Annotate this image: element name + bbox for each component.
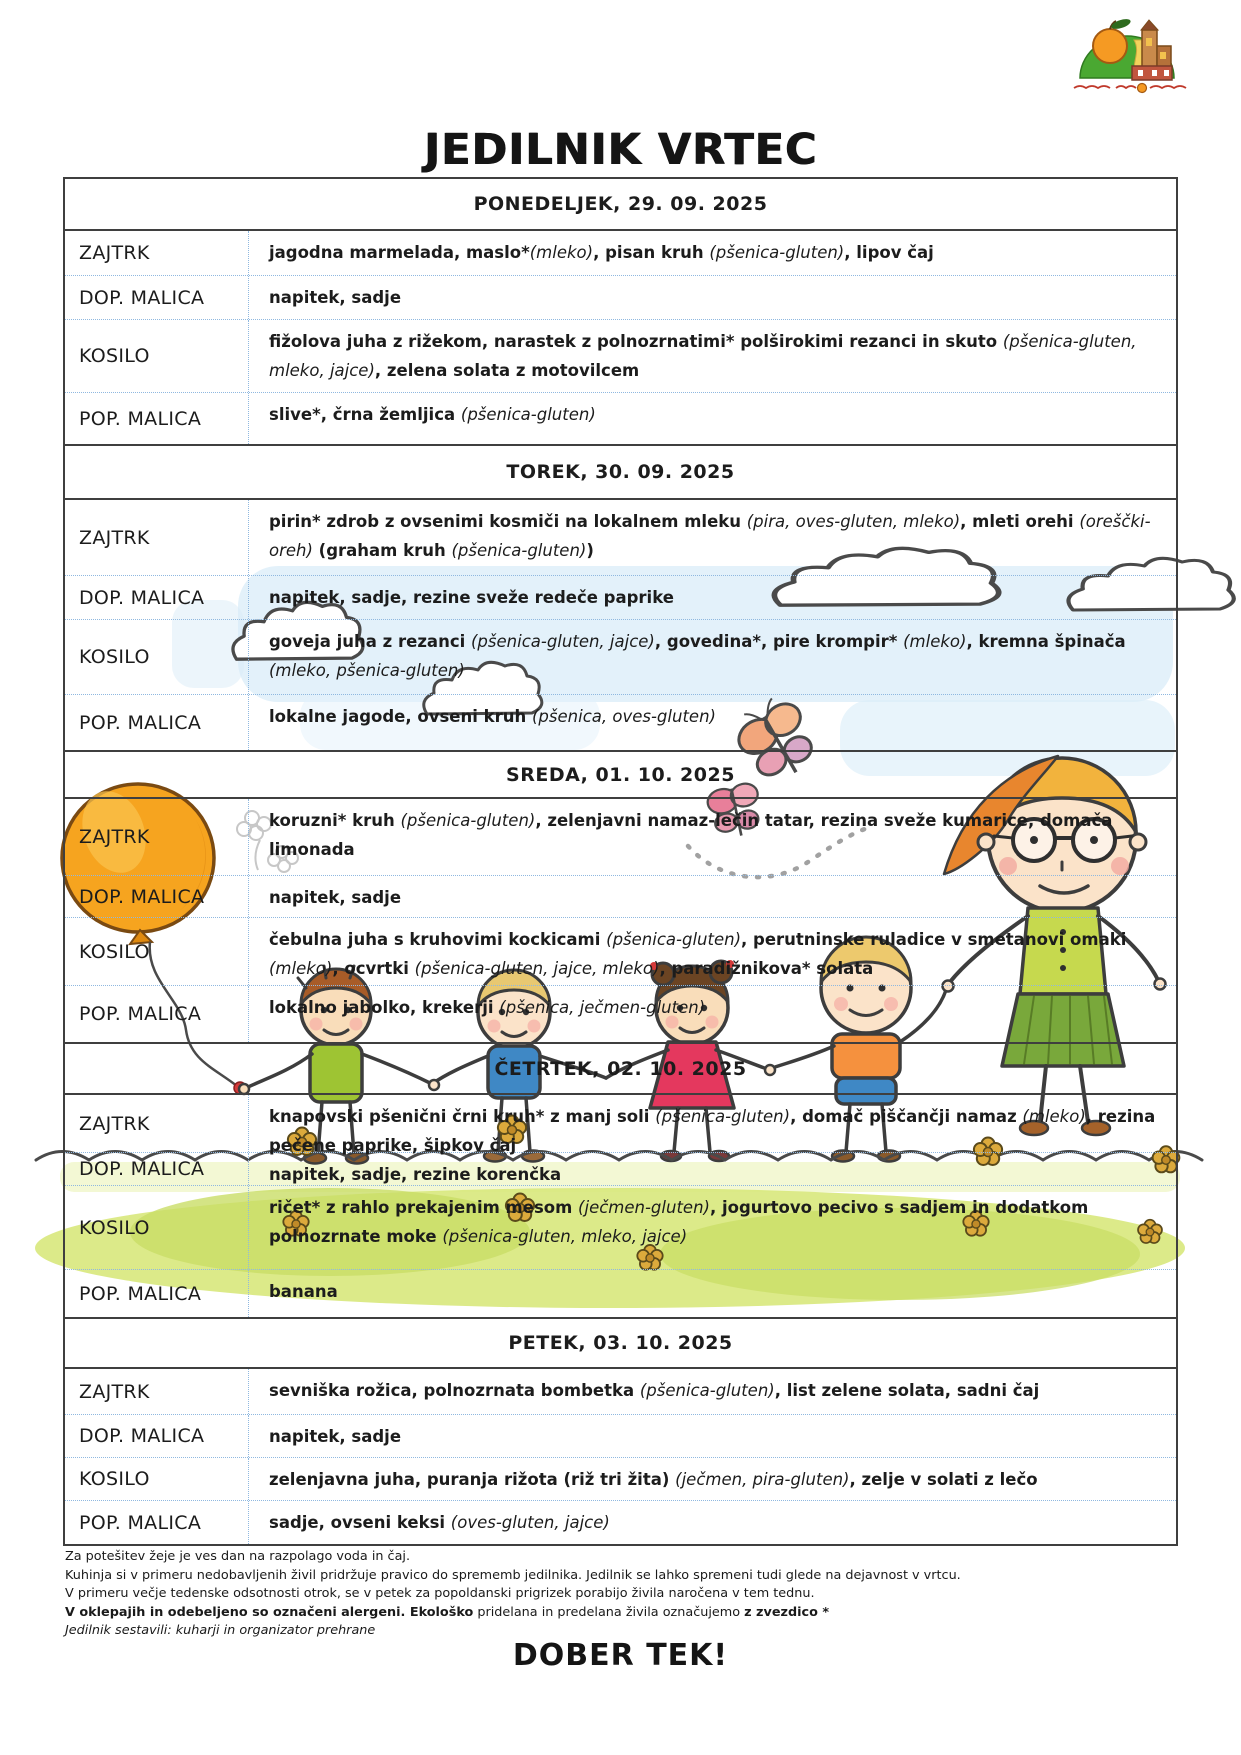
meal-content [249,695,1176,750]
meal-label: POP. MALICA [65,1270,249,1317]
meal-row [65,392,1176,444]
text-segment: (pira, oves-gluten, mleko) [746,512,961,531]
meal-label: DOP. MALICA [65,276,249,319]
text-segment: , zelena solata z motovilcem [374,361,640,380]
text-segment: , rezina pečene paprike, šipkov čaj [269,1107,1156,1155]
meal-content [249,576,1176,619]
day-section [65,179,1176,444]
meal-label: DOP. MALICA [65,1415,249,1457]
meal-content [249,320,1176,392]
meal-label: KOSILO [65,1458,249,1500]
day-header: PONEDELJEK, 29. 09. 2025 [65,179,1176,231]
text-segment: sevniška rožica, polnozrnata bombetka [269,1381,640,1400]
meal-row [65,500,1176,575]
meal-label: ZAJTRK [65,500,249,575]
text-segment: (pšenica, ječmen-gluten) [499,998,706,1017]
text-segment: (pšenica-gluten) [400,811,536,830]
meal-label: POP. MALICA [65,1501,249,1544]
meal-content [249,1369,1176,1414]
text-segment: V primeru večje tedenske odsotnosti otrok, se v petek za popoldanski prigrizek porabijo živila naročena v tem tednu. [65,1586,815,1601]
text-segment: (mleko) [1022,1107,1086,1126]
text-segment: (pšenica-gluten, mleko, jajce) [269,332,1137,380]
meal-row [65,231,1176,275]
text-segment: (pšenica-gluten) [655,1107,791,1126]
meal-row [65,619,1176,694]
meal-row [65,319,1176,392]
meal-row [65,875,1176,917]
text-segment: jagodna marmelada, maslo* [269,243,530,262]
meal-content [249,231,1176,275]
text-segment: , domač piščančji namaz [790,1107,1023,1126]
meal-content [249,918,1176,985]
text-segment: , pisan kruh [593,243,710,262]
meal-content [249,1458,1176,1500]
meal-content [249,799,1176,875]
meal-row [65,575,1176,619]
text-segment: banana [269,1282,338,1301]
text-segment: (mleko) [529,243,594,262]
meal-label: POP. MALICA [65,393,249,444]
bon-appetit-text: DOBER TEK! [512,1638,729,1673]
meal-row [65,799,1176,875]
meal-content [249,393,1176,444]
text-segment: Kuhinja si v primeru nedobavljenih živil pridržuje pravico do sprememb jedilnika. Jedilnik se lahko spremeni tudi glede na dejavnost v vrtcu. [65,1567,961,1583]
meal-row [65,1152,1176,1185]
text-segment: pirin* zdrob z ovsenimi kosmiči na lokalnem mleku [269,512,747,531]
day-header: ČETRTEK, 02. 10. 2025 [65,1042,1176,1095]
text-segment: fižolova juha z rižekom, narastek z polnozrnatimi* polširokimi rezanci in skuto [269,332,1003,351]
day-section [65,750,1176,1042]
day-header: PETEK, 03. 10. 2025 [65,1317,1176,1369]
text-segment: , perutninske ruladice v smetanovi omaki [741,930,1127,949]
text-segment: (pšenica-gluten, jajce, mleko) [414,959,660,978]
footer-note [65,1548,1180,1567]
text-segment: napitek, sadje, rezine sveže redeče paprike [269,588,674,607]
day-header: TOREK, 30. 09. 2025 [65,444,1176,500]
menu-table [63,177,1178,1546]
meal-label: KOSILO [65,918,249,985]
text-segment: , ocvrtki [332,959,415,978]
meal-row [65,1369,1176,1414]
text-segment: Za potešitev žeje je ves dan na razpolago voda in čaj. [65,1549,411,1564]
text-segment: (pšenica-gluten) [460,405,596,424]
text-segment: (graham kruh [312,541,452,560]
day-section [65,1042,1176,1317]
text-segment: Jedilnik sestavili: kuharji in organizator prehrane [65,1623,376,1638]
text-segment: , kremna špinača [966,632,1126,651]
text-segment: lokalno jabolko, krekerji [269,998,500,1017]
meal-label: DOP. MALICA [65,876,249,917]
text-segment: (pšenica-gluten) [639,1381,775,1400]
text-segment: (mleko, pšenica-gluten) [269,661,465,680]
text-segment: , list zelene solata, sadni čaj [774,1381,1040,1400]
footer-notes [65,1548,1180,1641]
text-segment: (pšenica-gluten, jajce) [471,632,655,651]
text-segment: ričet* z rahlo prekajenim mesom [269,1198,579,1217]
meal-content [249,1095,1176,1155]
text-segment: (mleko) [269,959,333,978]
meal-label: KOSILO [65,320,249,392]
text-segment: napitek, sadje, rezine korenčka [269,1165,562,1184]
day-section [65,1317,1176,1544]
text-segment: (mleko) [903,632,967,651]
meal-label: POP. MALICA [65,695,249,750]
meal-row [65,1414,1176,1457]
meal-row [65,1457,1176,1500]
meal-label: ZAJTRK [65,1369,249,1414]
text-segment: koruzni* kruh [269,811,401,830]
meal-label: ZAJTRK [65,799,249,875]
footer-note [65,1604,1180,1623]
meal-row [65,1500,1176,1544]
meal-content [249,876,1176,917]
text-segment: sadje, ovseni keksi [269,1513,451,1532]
meal-content [249,1270,1176,1317]
text-segment: knapovski pšenični črni kruh* z manj soli [269,1107,656,1126]
text-segment: napitek, sadje [269,288,402,307]
text-segment: , govedina*, pire krompir* [654,632,904,651]
meal-row [65,1269,1176,1317]
meal-row [65,917,1176,985]
text-segment: , jogurtovo pecivo s sadjem in dodatkom polnozrnate moke [269,1198,1089,1246]
text-segment: (oves-gluten, jajce) [450,1513,610,1532]
meal-row [65,985,1176,1042]
meal-row [65,694,1176,750]
page-title: JEDILNIK VRTEC [423,124,818,175]
footer-note [65,1567,1180,1586]
meal-row [65,1095,1176,1155]
text-segment: (pšenica-gluten) [451,541,587,560]
text-segment: z zvezdico * [744,1604,830,1620]
text-segment: (pšenica-gluten) [709,243,845,262]
school-logo-icon [1072,16,1188,96]
text-segment: , lipov čaj [844,243,934,262]
text-segment: (pšenica-gluten, mleko, jajce) [442,1227,688,1246]
text-segment: , paradižnikova* solata [659,959,874,978]
text-segment: lokalne jagode, ovseni kruh [269,707,532,726]
text-segment: zelenjavna juha, puranja rižota (riž tri žita) [269,1470,676,1489]
text-segment: , zelenjavni namaz-lečin tatar, rezina sveže kumarice, domača limonada [269,811,1113,859]
text-segment: , mleti orehi [960,512,1080,531]
meal-content [249,1153,1176,1185]
text-segment: V oklepajih in odebeljeno so označeni alergeni. Ekološko [65,1604,474,1620]
meal-content [249,500,1176,575]
day-section [65,444,1176,750]
meal-content [249,1186,1176,1269]
day-header: SREDA, 01. 10. 2025 [65,750,1176,799]
meal-row [65,275,1176,319]
text-segment: (ječmen, pira-gluten) [675,1470,850,1489]
text-segment: (pšenica, oves-gluten) [532,707,716,726]
meal-label: ZAJTRK [65,1095,249,1152]
text-segment: (pšenica-gluten) [606,930,742,949]
text-segment: napitek, sadje [269,888,402,907]
meal-content [249,1415,1176,1457]
text-segment: (ječmen-gluten) [578,1198,710,1217]
footer-note [65,1585,1180,1604]
meal-content [249,1501,1176,1544]
meal-label: DOP. MALICA [65,576,249,619]
text-segment: slive*, črna žemljica [269,405,461,424]
meal-label: POP. MALICA [65,986,249,1042]
meal-row [65,1185,1176,1269]
meal-content [249,986,1176,1042]
meal-label: DOP. MALICA [65,1153,249,1185]
meal-content [249,276,1176,319]
text-segment: , zelje v solati z lečo [849,1470,1038,1489]
meal-content [249,620,1176,694]
text-segment: napitek, sadje [269,1427,402,1446]
text-segment: čebulna juha s kruhovimi kockicami [269,930,607,949]
meal-label: ZAJTRK [65,231,249,275]
text-segment: (oreščki-oreh) [269,512,1151,560]
text-segment: goveja juha z rezanci [269,632,471,651]
text-segment: ) [586,541,594,560]
meal-label: KOSILO [65,620,249,694]
text-segment: pridelana in predelana živila označujemo [473,1604,745,1620]
meal-label: KOSILO [65,1186,249,1269]
